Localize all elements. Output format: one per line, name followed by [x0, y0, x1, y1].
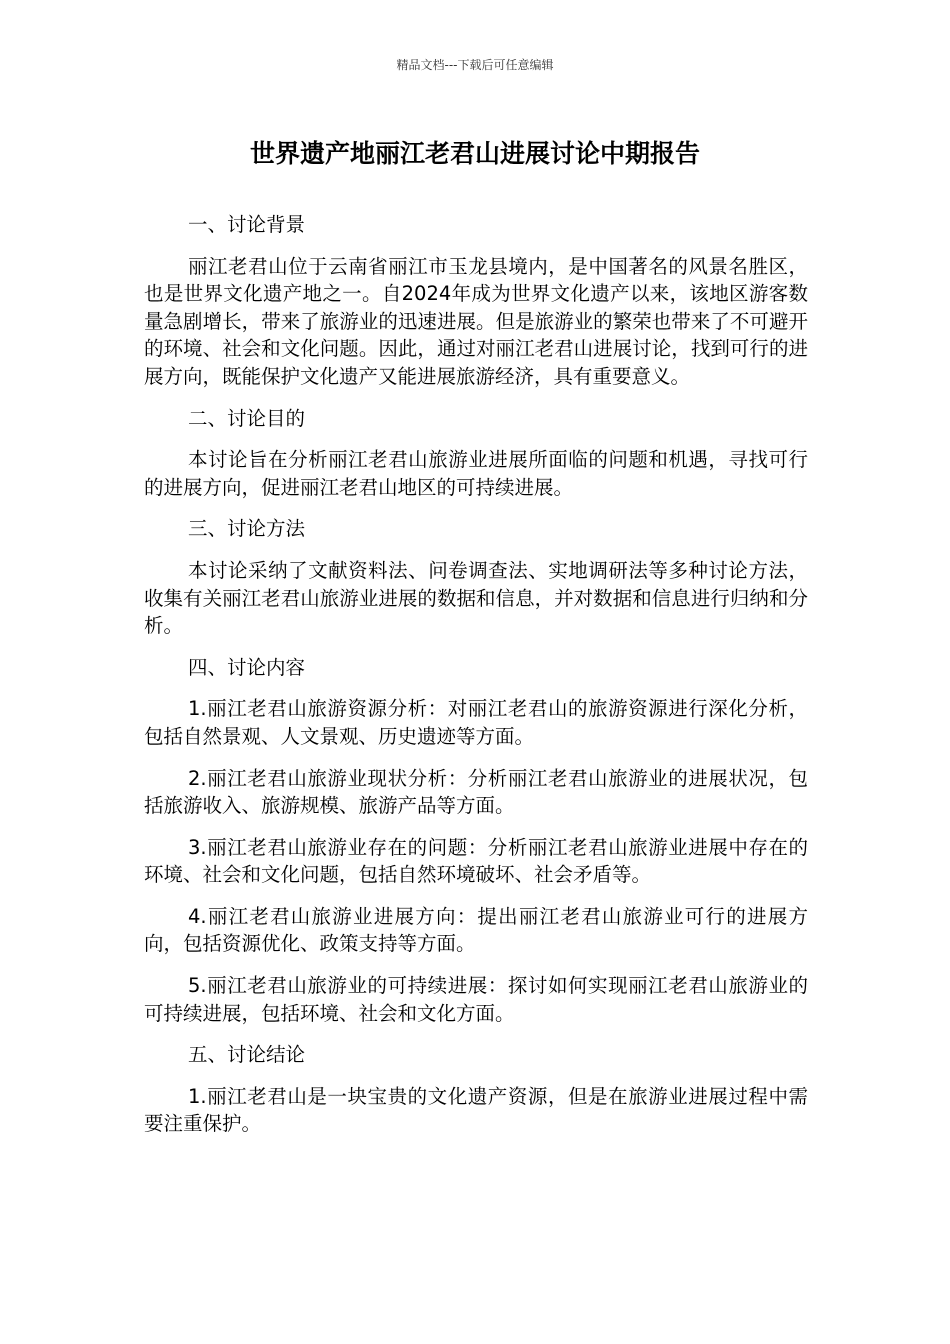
section-heading-content: 四、讨论内容: [188, 655, 306, 679]
paragraph-purpose: 本讨论旨在分析丽江老君山旅游业进展所面临的问题和机遇，寻找可行的进展方向，促进丽江老君山地区的可持续进展。: [144, 448, 808, 499]
content-item-1: 1.丽江老君山旅游资源分析：对丽江老君山的旅游资源进行深化分析，包括自然景观、人文景观、历史遗迹等方面。: [144, 697, 808, 748]
content-item-5: 5.丽江老君山旅游业的可持续进展：探讨如何实现丽江老君山旅游业的可持续进展，包括环境、社会和文化方面。: [144, 974, 808, 1025]
section-heading-purpose: 二、讨论目的: [188, 406, 306, 430]
content-item-4: 4.丽江老君山旅游业进展方向：提出丽江老君山旅游业可行的进展方向，包括资源优化、政策支持等方面。: [144, 904, 808, 956]
paragraph-background: 丽江老君山位于云南省丽江市玉龙县境内，是中国著名的风景名胜区，也是世界文化遗产地之一。自2024年成为世界文化遗产以来，该地区游客数量急剧增长，带来了旅游业的迅速进展。但是旅游业的繁荣也带来了不可避开的环境、社会和文化问题。因此，通过对丽江老君山进展讨论，找到可行的进展方向，既能保护文化遗产又能进展旅游经济，具有重要意义。: [144, 254, 808, 388]
document-title: 世界遗产地丽江老君山进展讨论中期报告: [249, 139, 700, 168]
conclusion-item-1: 1.丽江老君山是一块宝贵的文化遗产资源，但是在旅游业进展过程中需要注重保护。: [144, 1084, 808, 1136]
section-heading-conclusion: 五、讨论结论: [188, 1043, 306, 1067]
content-item-2: 2.丽江老君山旅游业现状分析：分析丽江老君山旅游业的进展状况，包括旅游收入、旅游规模、旅游产品等方面。: [144, 766, 808, 818]
paragraph-method: 本讨论采纳了文献资料法、问卷调查法、实地调研法等多种讨论方法，收集有关丽江老君山旅游业进展的数据和信息，并对数据和信息进行归纳和分析。: [144, 558, 808, 638]
document-body: [144, 211, 808, 1152]
section-heading-method: 三、讨论方法: [188, 517, 306, 541]
section-heading-background: 一、讨论背景: [188, 213, 306, 236]
content-item-3: 3.丽江老君山旅游业存在的问题：分析丽江老君山旅游业进展中存在的环境、社会和文化问题，包括自然环境破坏、社会矛盾等。: [144, 835, 808, 887]
page-header-watermark: 精品文档---下载后可任意编辑: [396, 58, 554, 72]
